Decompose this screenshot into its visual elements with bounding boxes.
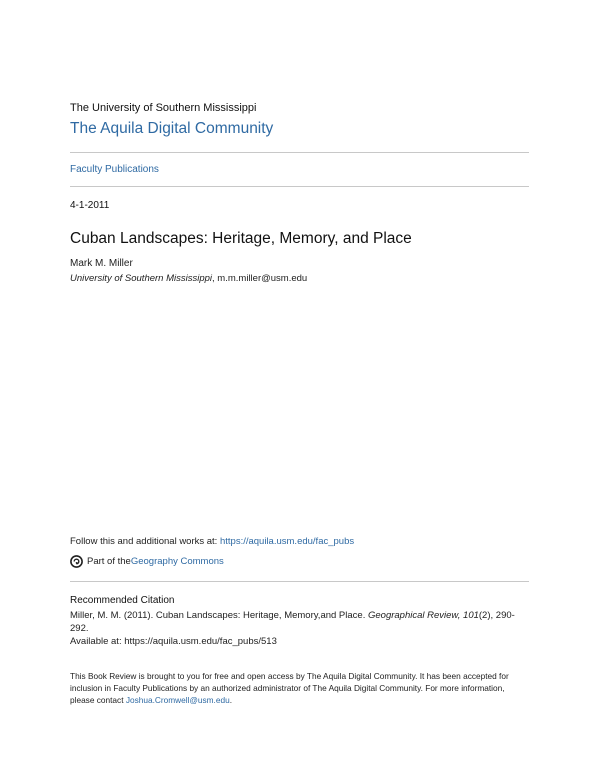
recommended-citation-heading: Recommended Citation: [70, 595, 175, 606]
institution-name: The University of Southern Mississippi: [70, 102, 257, 114]
article-title: Cuban Landscapes: Heritage, Memory, and Place: [70, 230, 412, 247]
divider: [70, 152, 529, 153]
footer-text: This Book Review is brought to you for free and open access by The Aquila Digital Community. It has been accepted for inclusion in Faculty Publications by an authorized administrator of The Aquila Digital Community. For more information, please contact: [70, 671, 509, 705]
footer-end: .: [229, 695, 233, 705]
series-link[interactable]: Faculty Publications: [70, 164, 159, 175]
contact-email-link[interactable]: Joshua.Cromwell@usm.edu: [125, 695, 230, 705]
citation-pages: (2), 290-292.: [70, 610, 515, 634]
author-institution: University of Southern Mississippi: [70, 273, 213, 284]
footer-note: [70, 670, 530, 706]
citation-text: [70, 609, 529, 635]
repository-name-link[interactable]: The Aquila Digital Community: [70, 120, 274, 137]
part-of-text: Part of the: [87, 556, 131, 567]
citation-journal: Geographical Review, 101: [367, 610, 479, 621]
follow-link[interactable]: https://aquila.usm.edu/fac_pubs: [219, 536, 355, 547]
follow-text: Follow this and additional works at:: [70, 536, 220, 547]
citation-main: Miller, M. M. (2011). Cuban Landscapes: Heritage, Memory,and Place.: [70, 610, 368, 621]
follow-line: [70, 536, 354, 547]
creative-commons-icon: [70, 555, 83, 568]
divider: [70, 186, 529, 187]
publication-date: 4-1-2011: [70, 200, 110, 211]
author-name: Mark M. Miller: [70, 258, 133, 269]
part-of-line: [70, 555, 224, 568]
author-affiliation: [70, 273, 307, 284]
author-email: , m.m.miller@usm.edu: [212, 273, 308, 284]
divider: [70, 581, 529, 582]
available-at: Available at: https://aquila.usm.edu/fac_pubs/513: [70, 636, 277, 647]
geography-commons-link[interactable]: Geography Commons: [130, 556, 224, 567]
